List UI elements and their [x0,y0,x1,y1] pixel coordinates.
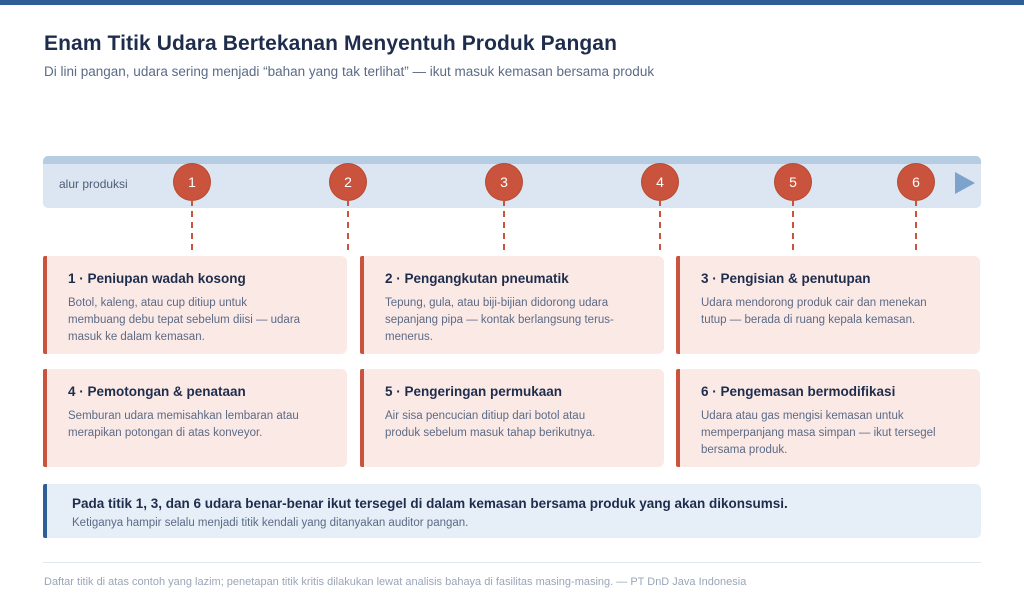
step-card-description: Udara atau gas mengisi kemasan untuk memperpanjang masa simpan — ikut tersegel bersama produk. [701,410,936,456]
connector-line-2 [347,200,349,250]
flow-point-6: 6 [898,164,934,200]
step-card-5 [360,369,664,467]
connector-line-1 [191,200,193,250]
step-card-4 [43,369,347,467]
callout-heading: Pada titik 1, 3, dan 6 udara benar-benar ikut tersegel di dalam kemasan bersama produk yang akan dikonsumsi. [72,496,788,511]
step-card-title: 3 · Pengisian & penutupan [701,271,871,286]
step-card-1 [43,256,347,354]
step-card-title: 5 · Pengeringan permukaan [385,384,563,399]
step-card-title: 1 · Peniupan wadah kosong [68,271,246,286]
step-card-title: 6 · Pengemasan bermodifikasi [701,384,896,399]
page-subtitle: Di lini pangan, udara sering menjadi “bahan yang tak terlihat” — ikut masuk kemasan bersama produk [44,64,655,79]
flow-bar-top-strip [43,156,981,164]
connector-line-5 [792,200,794,250]
page-title: Enam Titik Udara Bertekanan Menyentuh Produk Pangan [44,32,618,55]
callout-text: Ketiganya hampir selalu menjadi titik kendali yang ditanyakan auditor pangan. [72,517,469,529]
step-card-6 [676,369,980,467]
footer-note: Daftar titik di atas contoh yang lazim; penetapan titik kritis dilakukan lewat analisis bahaya di fasilitas masing-masing. — PT DnD Java Indonesia [44,576,747,588]
step-card-description: Air sisa pencucian ditiup dari botol atau produk sebelum masuk tahap berikutnya. [385,410,596,439]
step-card-2 [360,256,664,354]
step-card-title: 2 · Pengangkutan pneumatik [385,271,569,286]
step-card-title: 4 · Pemotongan & penataan [68,384,246,399]
step-card-3 [676,256,980,354]
flow-point-3: 3 [486,164,522,200]
footer-divider [43,562,981,563]
step-card-description: Tepung, gula, atau biji-bijian didorong udara sepanjang pipa — kontak berlangsung terus-menerus. [385,297,614,343]
top-accent-bar [0,0,1024,5]
flow-point-4: 4 [642,164,678,200]
flow-point-5: 5 [775,164,811,200]
flow-label: alur produksi [59,177,128,191]
flow-point-2: 2 [330,164,366,200]
connector-line-3 [503,200,505,250]
callout-note [43,484,981,538]
flow-arrow-icon [955,172,975,194]
step-card-description: Semburan udara memisahkan lembaran atau merapikan potongan di atas konveyor. [68,410,299,439]
step-card-description: Udara mendorong produk cair dan menekan tutup — berada di ruang kepala kemasan. [701,297,927,326]
connector-line-4 [659,200,661,250]
flow-point-1: 1 [174,164,210,200]
connector-line-6 [915,200,917,250]
step-card-description: Botol, kaleng, atau cup ditiup untuk membuang debu tepat sebelum diisi — udara masuk ke dalam kemasan. [68,297,301,343]
